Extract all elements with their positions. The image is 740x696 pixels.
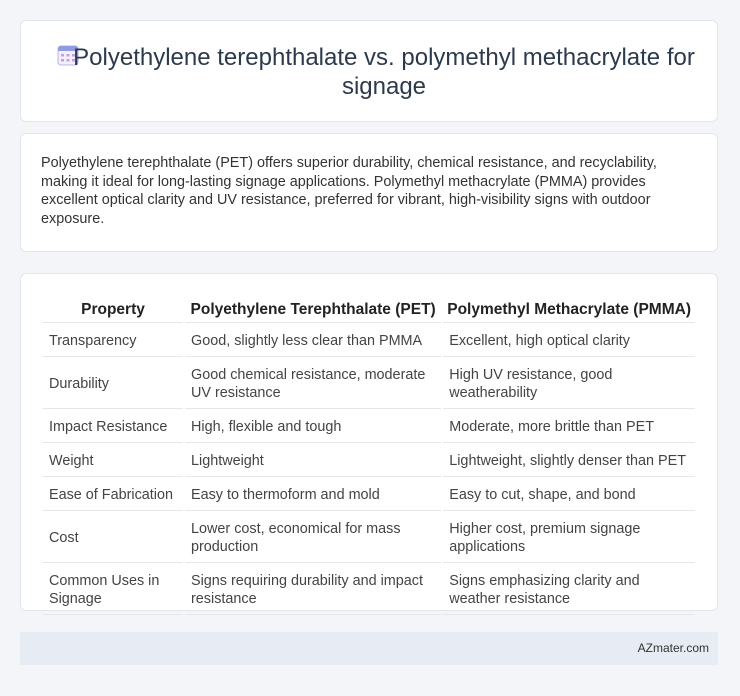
page-title: Polyethylene terephthalate vs. polymethyl methacrylate for signage xyxy=(73,44,695,100)
table-row xyxy=(43,445,695,477)
cell-pmma: Lightweight, slightly denser than PET xyxy=(443,445,695,477)
cell-pet: Easy to thermoform and mold xyxy=(185,479,441,511)
cell-property: Transparency xyxy=(43,325,183,357)
header-pet: Polyethylene Terephthalate (PET) xyxy=(185,296,441,323)
cell-pet: Signs requiring durability and impact resistance xyxy=(185,565,441,615)
table-row xyxy=(43,411,695,443)
cell-property: Common Uses in Signage xyxy=(43,565,183,615)
comparison-card xyxy=(20,273,718,611)
header-pmma: Polymethyl Methacrylate (PMMA) xyxy=(443,296,695,323)
cell-pmma: Easy to cut, shape, and bond xyxy=(443,479,695,511)
table-row xyxy=(43,565,695,615)
header-property: Property xyxy=(43,296,183,323)
cell-pmma: Higher cost, premium signage applications xyxy=(443,513,695,563)
cell-property: Impact Resistance xyxy=(43,411,183,443)
cell-pet: High, flexible and tough xyxy=(185,411,441,443)
table-row xyxy=(43,325,695,357)
footer-bar xyxy=(20,632,718,665)
cell-pet: Good chemical resistance, moderate UV resistance xyxy=(185,359,441,409)
comparison-table xyxy=(41,294,697,617)
table-header-row xyxy=(43,296,695,323)
cell-property: Ease of Fabrication xyxy=(43,479,183,511)
cell-pmma: Signs emphasizing clarity and weather resistance xyxy=(443,565,695,615)
summary-card xyxy=(20,133,718,252)
summary-paragraph: Polyethylene terephthalate (PET) offers superior durability, chemical resistance, and recyclability, making it ideal for long-lasting signage applications. Polymethyl methacrylate (PMMA) provides excellent optical clarity and UV resistance, preferred for vibrant, high-visibility signs with outdoor exposure. xyxy=(41,155,657,227)
title-card xyxy=(20,20,718,122)
table-row xyxy=(43,513,695,563)
table-row xyxy=(43,479,695,511)
table-row xyxy=(43,359,695,409)
cell-pet: Lightweight xyxy=(185,445,441,477)
cell-pmma: High UV resistance, good weatherability xyxy=(443,359,695,409)
cell-pet: Lower cost, economical for mass production xyxy=(185,513,441,563)
footer-brand[interactable]: AZmater.com xyxy=(637,641,709,655)
cell-property: Cost xyxy=(43,513,183,563)
cell-property: Durability xyxy=(43,359,183,409)
cell-property: Weight xyxy=(43,445,183,477)
cell-pmma: Excellent, high optical clarity xyxy=(443,325,695,357)
cell-pet: Good, slightly less clear than PMMA xyxy=(185,325,441,357)
cell-pmma: Moderate, more brittle than PET xyxy=(443,411,695,443)
